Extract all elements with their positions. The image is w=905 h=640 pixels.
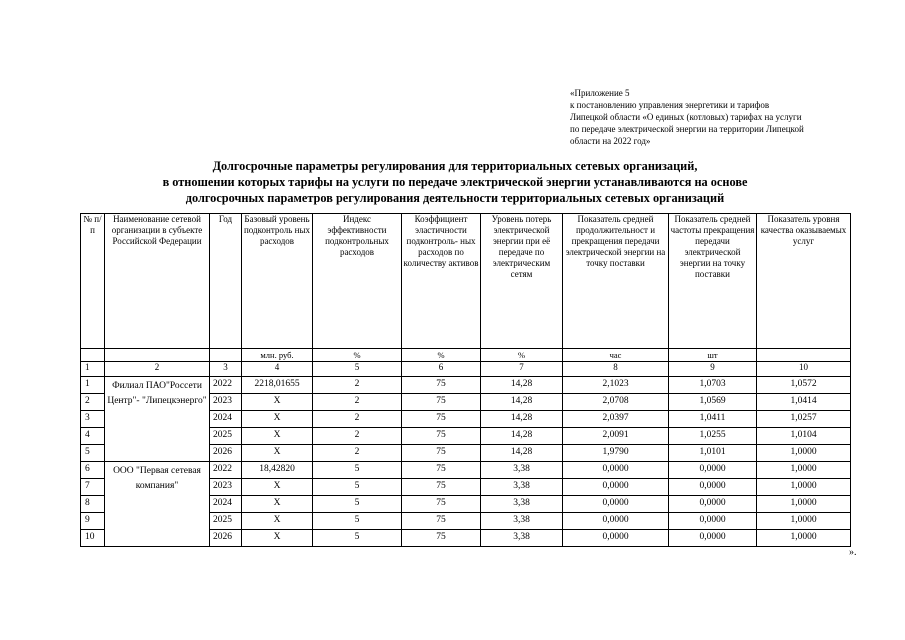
table-row: [81, 377, 851, 394]
title-line: долгосрочных параметров регулирования деятельности территориальных сетевых организаций: [185, 191, 725, 205]
unit-cell: [210, 349, 242, 362]
loss-level-cell: 14,28: [481, 445, 563, 462]
row-number: 1: [81, 377, 105, 394]
year-cell: 2022: [210, 462, 242, 479]
year-cell: 2026: [210, 530, 242, 547]
frequency-cell: 1,0569: [669, 394, 757, 411]
appendix-line: области на 2022 год»: [570, 136, 651, 146]
column-number-cell: 6: [402, 362, 481, 377]
appendix-reference: [570, 87, 870, 147]
appendix-line: к постановлению управления энергетики и тарифов: [570, 100, 770, 110]
duration-cell: 1,9790: [563, 445, 669, 462]
efficiency-index-cell: 5: [313, 513, 402, 530]
year-cell: 2026: [210, 445, 242, 462]
header-cell-organization: Наименование сетевой организации в субъекте Российской Федерации: [105, 214, 210, 349]
duration-cell: 0,0000: [563, 513, 669, 530]
quality-cell: 1,0000: [757, 462, 851, 479]
unit-cell: [81, 349, 105, 362]
units-row: [81, 349, 851, 362]
duration-cell: 2,1023: [563, 377, 669, 394]
quality-cell: 1,0572: [757, 377, 851, 394]
loss-level-cell: 14,28: [481, 428, 563, 445]
frequency-cell: 1,0411: [669, 411, 757, 428]
column-number-cell: 4: [242, 362, 313, 377]
table-row: [81, 462, 851, 479]
efficiency-index-cell: 2: [313, 411, 402, 428]
column-number-cell: 1: [81, 362, 105, 377]
column-number-cell: 7: [481, 362, 563, 377]
base-level-cell: Х: [242, 445, 313, 462]
elasticity-coef-cell: 75: [402, 479, 481, 496]
quality-cell: 1,0000: [757, 479, 851, 496]
row-number: 9: [81, 513, 105, 530]
base-level-cell: 18,42820: [242, 462, 313, 479]
title-line: Долгосрочные параметры регулирования для территориальных сетевых организаций,: [212, 159, 698, 173]
duration-cell: 0,0000: [563, 496, 669, 513]
header-cell-quality: Показатель уровня качества оказываемых услуг: [757, 214, 851, 349]
loss-level-cell: 3,38: [481, 479, 563, 496]
year-cell: 2024: [210, 496, 242, 513]
elasticity-coef-cell: 75: [402, 513, 481, 530]
unit-cell: [105, 349, 210, 362]
year-cell: 2025: [210, 513, 242, 530]
frequency-cell: 1,0703: [669, 377, 757, 394]
frequency-cell: 0,0000: [669, 530, 757, 547]
efficiency-index-cell: 2: [313, 394, 402, 411]
row-number: 8: [81, 496, 105, 513]
row-number: 3: [81, 411, 105, 428]
column-number-cell: 3: [210, 362, 242, 377]
header-cell-frequency: Показатель средней частоты прекращения передачи электрической энергии на точку поставки: [669, 214, 757, 349]
unit-cell: час: [563, 349, 669, 362]
duration-cell: 0,0000: [563, 479, 669, 496]
efficiency-index-cell: 2: [313, 445, 402, 462]
unit-cell: млн. руб.: [242, 349, 313, 362]
elasticity-coef-cell: 75: [402, 377, 481, 394]
elasticity-coef-cell: 75: [402, 394, 481, 411]
loss-level-cell: 3,38: [481, 513, 563, 530]
column-number-cell: 2: [105, 362, 210, 377]
frequency-cell: 1,0255: [669, 428, 757, 445]
header-cell-base-level: Базовый уровень подконтроль ных расходов: [242, 214, 313, 349]
base-level-cell: 2218,01655: [242, 377, 313, 394]
row-number: 10: [81, 530, 105, 547]
header-cell-year: Год: [210, 214, 242, 349]
quality-cell: 1,0000: [757, 445, 851, 462]
frequency-cell: 0,0000: [669, 513, 757, 530]
column-number-cell: 5: [313, 362, 402, 377]
quality-cell: 1,0257: [757, 411, 851, 428]
year-cell: 2024: [210, 411, 242, 428]
unit-cell: %: [313, 349, 402, 362]
loss-level-cell: 14,28: [481, 411, 563, 428]
unit-cell: [757, 349, 851, 362]
unit-cell: %: [481, 349, 563, 362]
header-cell-duration: Показатель средней продолжительност и прекращения передачи электрической энергии на точку поставки: [563, 214, 669, 349]
document-title: [80, 158, 830, 206]
row-number: 2: [81, 394, 105, 411]
year-cell: 2023: [210, 479, 242, 496]
parameters-table: [80, 213, 851, 547]
base-level-cell: Х: [242, 428, 313, 445]
frequency-cell: 0,0000: [669, 462, 757, 479]
loss-level-cell: 14,28: [481, 377, 563, 394]
duration-cell: 2,0091: [563, 428, 669, 445]
unit-cell: %: [402, 349, 481, 362]
quality-cell: 1,0104: [757, 428, 851, 445]
row-number: 6: [81, 462, 105, 479]
elasticity-coef-cell: 75: [402, 496, 481, 513]
quality-cell: 1,0000: [757, 496, 851, 513]
organization-name: Филиал ПАО"Россети Центр"- "Липецкэнерго": [105, 377, 210, 462]
unit-cell: шт: [669, 349, 757, 362]
column-number-cell: 8: [563, 362, 669, 377]
frequency-cell: 0,0000: [669, 479, 757, 496]
loss-level-cell: 3,38: [481, 496, 563, 513]
elasticity-coef-cell: 75: [402, 445, 481, 462]
frequency-cell: 0,0000: [669, 496, 757, 513]
efficiency-index-cell: 5: [313, 496, 402, 513]
elasticity-coef-cell: 75: [402, 530, 481, 547]
base-level-cell: Х: [242, 411, 313, 428]
row-number: 5: [81, 445, 105, 462]
efficiency-index-cell: 2: [313, 377, 402, 394]
base-level-cell: Х: [242, 513, 313, 530]
quality-cell: 1,0000: [757, 513, 851, 530]
base-level-cell: Х: [242, 530, 313, 547]
closing-quote: ».: [849, 547, 857, 558]
base-level-cell: Х: [242, 496, 313, 513]
column-numbers-row: [81, 362, 851, 377]
appendix-line: «Приложение 5: [570, 88, 630, 98]
header-cell-elasticity-coef: Коэффициент эластичности подконтроль- ных расходов по количеству активов: [402, 214, 481, 349]
row-number: 7: [81, 479, 105, 496]
year-cell: 2023: [210, 394, 242, 411]
header-cell-number: № п/п: [81, 214, 105, 349]
frequency-cell: 1,0101: [669, 445, 757, 462]
year-cell: 2022: [210, 377, 242, 394]
efficiency-index-cell: 5: [313, 462, 402, 479]
elasticity-coef-cell: 75: [402, 411, 481, 428]
efficiency-index-cell: 5: [313, 479, 402, 496]
column-number-cell: 9: [669, 362, 757, 377]
year-cell: 2025: [210, 428, 242, 445]
efficiency-index-cell: 5: [313, 530, 402, 547]
duration-cell: 2,0708: [563, 394, 669, 411]
loss-level-cell: 14,28: [481, 394, 563, 411]
header-cell-efficiency-index: Индекс эффективности подконтрольных расходов: [313, 214, 402, 349]
duration-cell: 0,0000: [563, 462, 669, 479]
quality-cell: 1,0000: [757, 530, 851, 547]
loss-level-cell: 3,38: [481, 530, 563, 547]
elasticity-coef-cell: 75: [402, 462, 481, 479]
duration-cell: 2,0397: [563, 411, 669, 428]
duration-cell: 0,0000: [563, 530, 669, 547]
quality-cell: 1,0414: [757, 394, 851, 411]
appendix-line: Липецкой области «О единых (котловых) тарифах на услуги: [570, 112, 802, 122]
efficiency-index-cell: 2: [313, 428, 402, 445]
loss-level-cell: 3,38: [481, 462, 563, 479]
header-cell-loss-level: Уровень потерь электрической энергии при её передаче по электрическим сетям: [481, 214, 563, 349]
base-level-cell: Х: [242, 394, 313, 411]
header-row: [81, 214, 851, 349]
row-number: 4: [81, 428, 105, 445]
appendix-line: по передаче электрической энергии на территории Липецкой: [570, 124, 804, 134]
base-level-cell: Х: [242, 479, 313, 496]
elasticity-coef-cell: 75: [402, 428, 481, 445]
organization-name: ООО "Первая сетевая компания": [105, 462, 210, 547]
title-line: в отношении которых тарифы на услуги по передаче электрической энергии устанавливаются на основе: [162, 175, 748, 189]
column-number-cell: 10: [757, 362, 851, 377]
